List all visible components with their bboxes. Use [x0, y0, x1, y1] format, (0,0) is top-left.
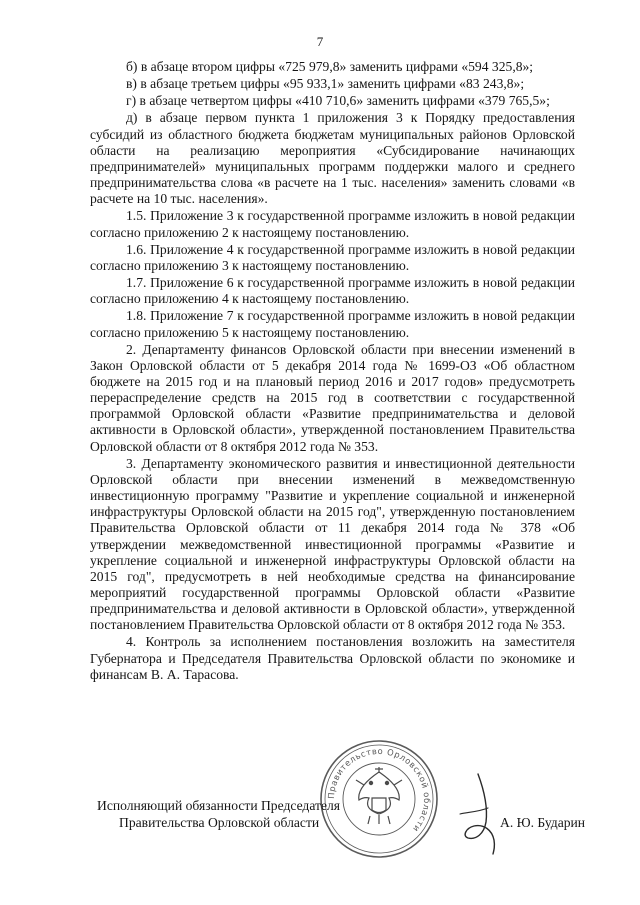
paragraph-4: 4. Контроль за исполнением постановления возложить на заместителя Губернатора и Председателя Правительства Орловской области по экономике и финансам В. А. Тарасова.	[90, 634, 575, 682]
seal-text: Правительство Орловской области	[325, 745, 433, 835]
signatory-position-line2: Правительства Орловской области	[119, 815, 320, 830]
signatory-name: А. Ю. Бударин	[500, 815, 586, 830]
signatory-position-line1: Исполняющий обязанности Председателя	[97, 798, 341, 813]
paragraph-1-8: 1.8. Приложение 7 к государственной программе изложить в новой редакции согласно приложению 5 к настоящему постановлению.	[90, 308, 575, 340]
paragraph-3: 3. Департаменту экономического развития и инвестиционной деятельности Орловской области при внесении изменений в межведомственную инвестиционную программу "Развитие и укрепление социальной и инженерной инфраструктуры Орловской области на 2015 год", утвержденную постановлением Правительства Орловской области от 11 декабря 2014 года № 378 «Об утверждении межведомственной инвестиционной программы «Развитие и укрепление социальной и инженерной инфраструктуры Орловской области на 2015 год", предусмотреть в ней необходимые средства на финансирование мероприятий государственной программы Орловской области «Развитие предпринимательства и деловой активности в Орловской области», утвержденной постановлением Правительства Орловской области от 8 октября 2012 года № 353.	[90, 455, 575, 633]
paragraph-item-g: г) в абзаце четвертом цифры «410 710,6» заменить цифрами «379 765,5»;	[126, 93, 550, 109]
handwritten-signature-icon	[448, 768, 518, 858]
paragraph-2: 2. Департаменту финансов Орловской области при внесении изменений в Закон Орловской области от 5 декабря 2014 года № 1699-ОЗ «Об областном бюджете на 2015 год и на плановый период 2016 и 2017 годов» предусмотреть перераспределение средств на 2015 год в соответствии с государственной программой Орловской области «Развитие предпринимательства и деловой активности в Орловской области», утвержденной постановлением Правительства Орловской области от 8 октября 2012 года № 353.	[90, 341, 575, 454]
paragraph-1-6: 1.6. Приложение 4 к государственной программе изложить в новой редакции согласно приложению 3 к настоящему постановлению.	[90, 241, 575, 273]
paragraph-item-b: б) в абзаце втором цифры «725 979,8» заменить цифрами «594 325,8»;	[126, 59, 534, 74]
document-body	[90, 59, 575, 683]
signatory-position	[97, 797, 340, 831]
paragraph-1-7: 1.7. Приложение 6 к государственной программе изложить в новой редакции согласно приложению 4 к настоящему постановлению.	[90, 275, 575, 307]
paragraph-1-5: 1.5. Приложение 3 к государственной программе изложить в новой редакции согласно приложению 2 к настоящему постановлению.	[90, 208, 575, 240]
paragraph-item-d: д) в абзаце первом пункта 1 приложения 3 к Порядку предоставления субсидий из областного бюджета бюджетам муниципальных районов Орловской области на реализацию мероприятия «Субсидирование начинающих предпринимателей» муниципальных программ поддержки малого и среднего предпринимательства слова «в расчете на 1 тыс. населения» заменить словами «в расчете на 10 тыс. населения».	[90, 110, 575, 207]
page-number: 7	[316, 34, 324, 49]
paragraph-item-v: в) в абзаце третьем цифры «95 933,1» заменить цифрами «83 243,8»;	[126, 76, 525, 92]
